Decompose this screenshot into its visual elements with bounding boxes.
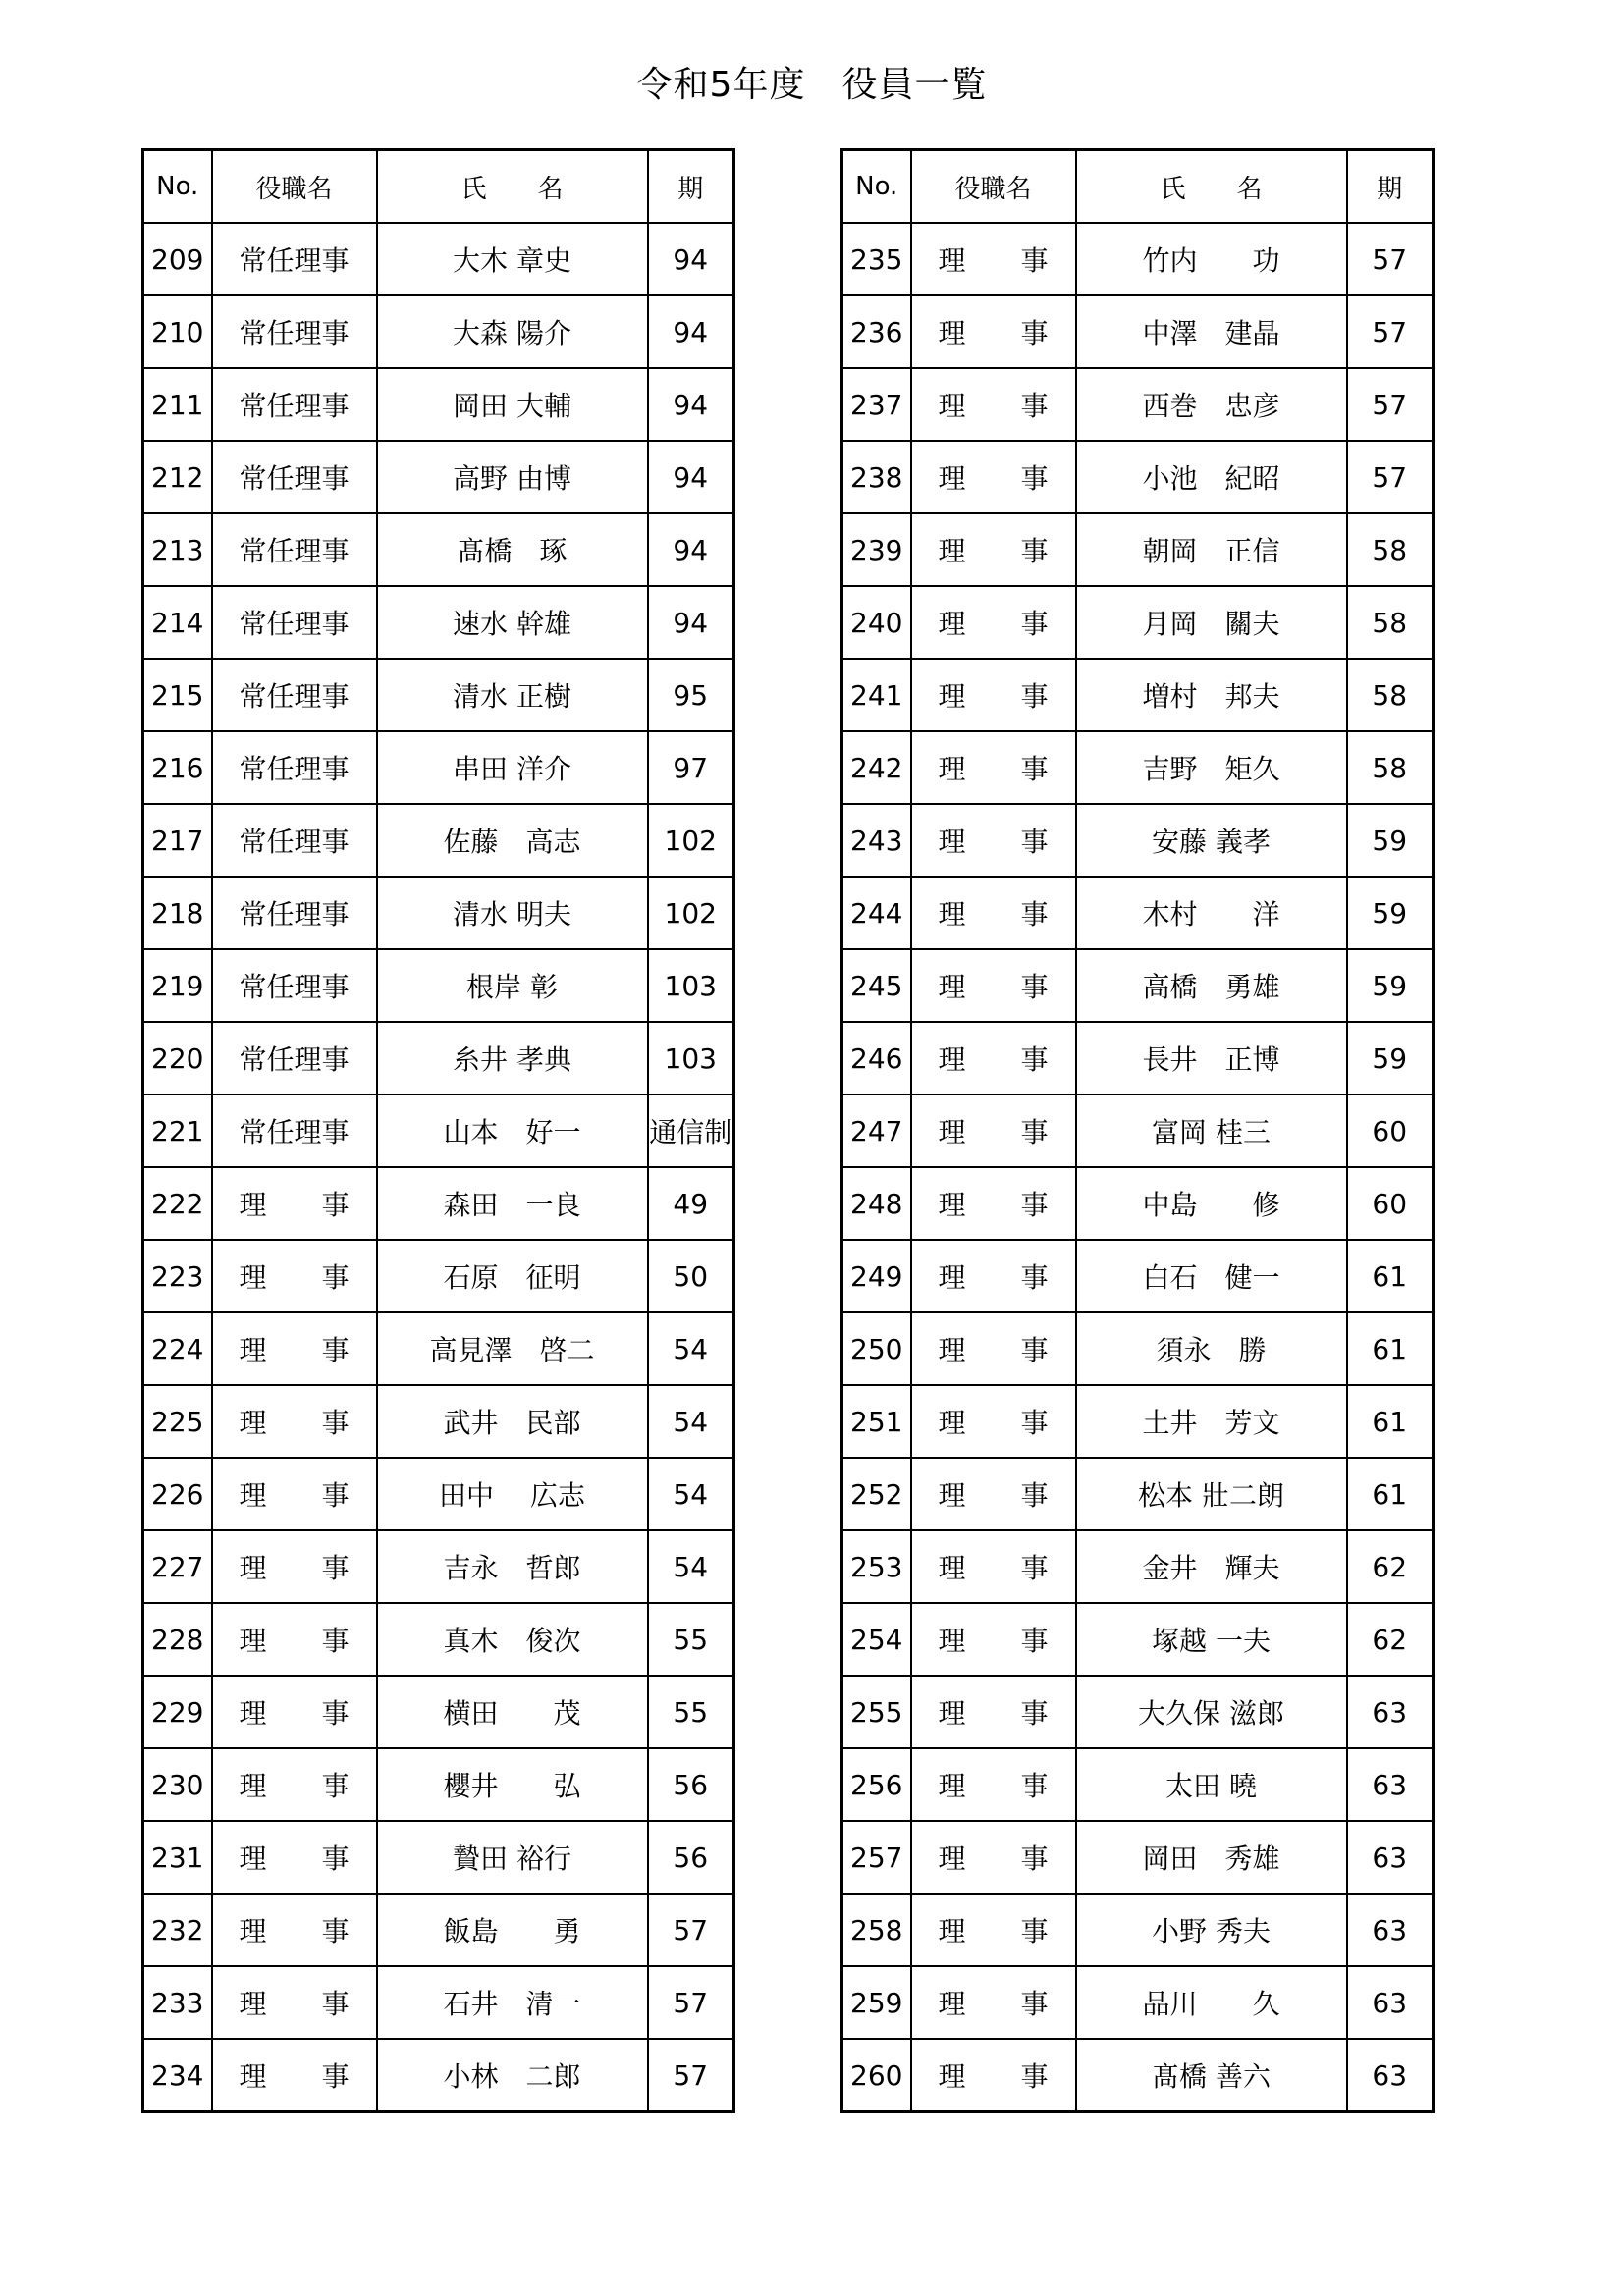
row-name: 岡田 秀雄 xyxy=(1076,1821,1347,1894)
page-title: 令和5年度 役員一覧 xyxy=(636,65,988,105)
table-row xyxy=(143,295,734,368)
row-no: 214 xyxy=(143,586,212,659)
table-row xyxy=(842,949,1434,1022)
table-row xyxy=(842,1458,1434,1530)
table-row xyxy=(143,1676,734,1748)
row-term: 50 xyxy=(648,1240,734,1312)
row-no: 221 xyxy=(143,1095,212,1167)
row-role: 理 事 xyxy=(212,1458,377,1530)
row-name: 吉永 哲郎 xyxy=(377,1530,648,1603)
table-row xyxy=(842,1748,1434,1821)
row-term: 55 xyxy=(648,1676,734,1748)
row-term: 54 xyxy=(648,1458,734,1530)
row-no: 240 xyxy=(842,586,911,659)
row-name: 白石 健一 xyxy=(1076,1240,1347,1312)
table-row xyxy=(143,513,734,586)
row-no: 215 xyxy=(143,659,212,731)
row-name: 高野 由博 xyxy=(377,441,648,513)
row-term: 通信制 xyxy=(648,1095,734,1167)
row-name: 吉野 矩久 xyxy=(1076,731,1347,804)
row-term: 49 xyxy=(648,1167,734,1240)
row-role: 常任理事 xyxy=(212,804,377,877)
row-name: 櫻井 弘 xyxy=(377,1748,648,1821)
row-term: 61 xyxy=(1347,1458,1434,1530)
row-term: 60 xyxy=(1347,1095,1434,1167)
row-name: 大森 陽介 xyxy=(377,295,648,368)
row-term: 57 xyxy=(648,1966,734,2039)
row-no: 220 xyxy=(143,1022,212,1095)
row-role: 常任理事 xyxy=(212,441,377,513)
row-term: 56 xyxy=(648,1821,734,1894)
row-role: 理 事 xyxy=(911,659,1076,731)
table-row xyxy=(842,1385,1434,1458)
row-role: 理 事 xyxy=(911,1530,1076,1603)
row-name: 根岸 彰 xyxy=(377,949,648,1022)
header-row xyxy=(143,150,734,224)
row-name: 安藤 義孝 xyxy=(1076,804,1347,877)
row-role: 常任理事 xyxy=(212,368,377,441)
row-role: 理 事 xyxy=(911,1748,1076,1821)
row-no: 209 xyxy=(143,223,212,295)
row-no: 239 xyxy=(842,513,911,586)
table-row xyxy=(842,731,1434,804)
table-row xyxy=(143,1022,734,1095)
row-name: 岡田 大輔 xyxy=(377,368,648,441)
table-row xyxy=(842,1312,1434,1385)
row-name: 糸井 孝典 xyxy=(377,1022,648,1095)
row-term: 58 xyxy=(1347,659,1434,731)
row-name: 高見澤 啓二 xyxy=(377,1312,648,1385)
row-name: 髙橋 琢 xyxy=(377,513,648,586)
header-role: 役職名 xyxy=(212,150,377,224)
row-no: 227 xyxy=(143,1530,212,1603)
row-name: 大木 章史 xyxy=(377,223,648,295)
row-term: 57 xyxy=(1347,441,1434,513)
table-row xyxy=(143,949,734,1022)
table-row xyxy=(143,1240,734,1312)
row-term: 94 xyxy=(648,368,734,441)
table-row xyxy=(842,586,1434,659)
row-no: 226 xyxy=(143,1458,212,1530)
row-term: 102 xyxy=(648,804,734,877)
row-no: 244 xyxy=(842,877,911,949)
row-name: 真木 俊次 xyxy=(377,1603,648,1676)
row-term: 57 xyxy=(1347,295,1434,368)
row-no: 211 xyxy=(143,368,212,441)
row-role: 理 事 xyxy=(212,1530,377,1603)
row-role: 理 事 xyxy=(911,804,1076,877)
row-name: 竹内 功 xyxy=(1076,223,1347,295)
table-row xyxy=(842,1530,1434,1603)
row-role: 理 事 xyxy=(911,2039,1076,2112)
row-name: 髙橋 善六 xyxy=(1076,2039,1347,2112)
row-no: 253 xyxy=(842,1530,911,1603)
row-term: 57 xyxy=(1347,368,1434,441)
row-no: 242 xyxy=(842,731,911,804)
header-no: No. xyxy=(842,150,911,224)
table-row xyxy=(842,1167,1434,1240)
row-no: 243 xyxy=(842,804,911,877)
row-name: 飯島 勇 xyxy=(377,1894,648,1966)
table-row xyxy=(842,441,1434,513)
row-name: 小野 秀夫 xyxy=(1076,1894,1347,1966)
header-role: 役職名 xyxy=(911,150,1076,224)
row-term: 63 xyxy=(1347,2039,1434,2112)
table-row xyxy=(143,1603,734,1676)
table-row xyxy=(842,1676,1434,1748)
row-no: 224 xyxy=(143,1312,212,1385)
row-no: 257 xyxy=(842,1821,911,1894)
table-row xyxy=(143,1894,734,1966)
row-term: 63 xyxy=(1347,1821,1434,1894)
row-no: 235 xyxy=(842,223,911,295)
row-term: 97 xyxy=(648,731,734,804)
row-role: 理 事 xyxy=(212,1603,377,1676)
row-role: 理 事 xyxy=(212,2039,377,2112)
row-no: 231 xyxy=(143,1821,212,1894)
row-name: 金井 輝夫 xyxy=(1076,1530,1347,1603)
table-row xyxy=(143,1966,734,2039)
table-row xyxy=(143,1458,734,1530)
row-no: 210 xyxy=(143,295,212,368)
roster-table-left xyxy=(141,148,735,2113)
header-term: 期 xyxy=(648,150,734,224)
row-role: 理 事 xyxy=(212,1385,377,1458)
row-no: 222 xyxy=(143,1167,212,1240)
row-role: 理 事 xyxy=(212,1312,377,1385)
row-name: 須永 勝 xyxy=(1076,1312,1347,1385)
table-row xyxy=(842,1894,1434,1966)
row-role: 理 事 xyxy=(911,877,1076,949)
table-row xyxy=(143,1095,734,1167)
row-role: 理 事 xyxy=(911,1240,1076,1312)
row-name: 塚越 一夫 xyxy=(1076,1603,1347,1676)
row-term: 103 xyxy=(648,949,734,1022)
row-no: 254 xyxy=(842,1603,911,1676)
row-name: 長井 正博 xyxy=(1076,1022,1347,1095)
table-row xyxy=(842,1022,1434,1095)
table-row xyxy=(143,877,734,949)
table-row xyxy=(842,804,1434,877)
row-name: 太田 曉 xyxy=(1076,1748,1347,1821)
row-term: 54 xyxy=(648,1385,734,1458)
row-name: 大久保 滋郎 xyxy=(1076,1676,1347,1748)
row-name: 横田 茂 xyxy=(377,1676,648,1748)
row-term: 62 xyxy=(1347,1603,1434,1676)
row-no: 212 xyxy=(143,441,212,513)
header-no: No. xyxy=(143,150,212,224)
row-name: 高橋 勇雄 xyxy=(1076,949,1347,1022)
row-name: 木村 洋 xyxy=(1076,877,1347,949)
table-row xyxy=(842,2039,1434,2112)
row-term: 95 xyxy=(648,659,734,731)
table-row xyxy=(143,1385,734,1458)
row-name: 石原 征明 xyxy=(377,1240,648,1312)
table-row xyxy=(143,586,734,659)
header-name: 氏 名 xyxy=(1076,150,1347,224)
row-term: 61 xyxy=(1347,1385,1434,1458)
row-term: 59 xyxy=(1347,1022,1434,1095)
row-no: 259 xyxy=(842,1966,911,2039)
row-term: 59 xyxy=(1347,804,1434,877)
row-role: 理 事 xyxy=(911,1167,1076,1240)
table-row xyxy=(143,804,734,877)
row-role: 理 事 xyxy=(911,1385,1076,1458)
row-no: 255 xyxy=(842,1676,911,1748)
table-row xyxy=(143,731,734,804)
row-no: 260 xyxy=(842,2039,911,2112)
roster-table-right xyxy=(840,148,1435,2113)
row-role: 理 事 xyxy=(212,1894,377,1966)
table-row xyxy=(842,368,1434,441)
row-role: 理 事 xyxy=(212,1966,377,2039)
row-name: 増村 邦夫 xyxy=(1076,659,1347,731)
row-term: 57 xyxy=(648,2039,734,2112)
row-no: 248 xyxy=(842,1167,911,1240)
row-term: 58 xyxy=(1347,586,1434,659)
row-no: 245 xyxy=(842,949,911,1022)
row-term: 59 xyxy=(1347,949,1434,1022)
table-row xyxy=(143,1748,734,1821)
row-term: 94 xyxy=(648,295,734,368)
row-term: 61 xyxy=(1347,1312,1434,1385)
row-term: 60 xyxy=(1347,1167,1434,1240)
row-term: 54 xyxy=(648,1312,734,1385)
row-name: 富岡 桂三 xyxy=(1076,1095,1347,1167)
table-row xyxy=(842,513,1434,586)
row-role: 理 事 xyxy=(911,368,1076,441)
table-row xyxy=(143,659,734,731)
header-term: 期 xyxy=(1347,150,1434,224)
table-row xyxy=(842,223,1434,295)
row-role: 理 事 xyxy=(911,295,1076,368)
row-role: 理 事 xyxy=(911,1095,1076,1167)
row-no: 230 xyxy=(143,1748,212,1821)
row-term: 62 xyxy=(1347,1530,1434,1603)
table-row xyxy=(143,2039,734,2112)
row-no: 249 xyxy=(842,1240,911,1312)
table-row xyxy=(143,368,734,441)
row-name: 速水 幹雄 xyxy=(377,586,648,659)
row-no: 223 xyxy=(143,1240,212,1312)
row-no: 237 xyxy=(842,368,911,441)
table-row xyxy=(143,441,734,513)
row-role: 理 事 xyxy=(911,1603,1076,1676)
row-role: 理 事 xyxy=(911,586,1076,659)
row-role: 理 事 xyxy=(212,1676,377,1748)
row-role: 理 事 xyxy=(911,1894,1076,1966)
row-no: 241 xyxy=(842,659,911,731)
row-role: 理 事 xyxy=(212,1821,377,1894)
row-term: 103 xyxy=(648,1022,734,1095)
row-name: 中島 修 xyxy=(1076,1167,1347,1240)
row-name: 石井 清一 xyxy=(377,1966,648,2039)
table-row xyxy=(842,1966,1434,2039)
row-name: 佐藤 高志 xyxy=(377,804,648,877)
row-no: 217 xyxy=(143,804,212,877)
table-row xyxy=(842,1095,1434,1167)
row-role: 常任理事 xyxy=(212,513,377,586)
row-role: 理 事 xyxy=(911,1676,1076,1748)
row-role: 理 事 xyxy=(212,1748,377,1821)
row-term: 63 xyxy=(1347,1748,1434,1821)
row-name: 松本 壯二朗 xyxy=(1076,1458,1347,1530)
row-no: 246 xyxy=(842,1022,911,1095)
table-row xyxy=(842,877,1434,949)
table-row xyxy=(143,1530,734,1603)
row-term: 55 xyxy=(648,1603,734,1676)
row-term: 102 xyxy=(648,877,734,949)
row-no: 218 xyxy=(143,877,212,949)
row-name: 月岡 關夫 xyxy=(1076,586,1347,659)
row-name: 土井 芳文 xyxy=(1076,1385,1347,1458)
row-role: 理 事 xyxy=(911,1458,1076,1530)
row-term: 58 xyxy=(1347,731,1434,804)
row-term: 54 xyxy=(648,1530,734,1603)
table-row xyxy=(143,1312,734,1385)
row-no: 250 xyxy=(842,1312,911,1385)
row-no: 256 xyxy=(842,1748,911,1821)
row-no: 234 xyxy=(143,2039,212,2112)
row-term: 59 xyxy=(1347,877,1434,949)
row-term: 94 xyxy=(648,441,734,513)
table-row xyxy=(143,1167,734,1240)
row-term: 63 xyxy=(1347,1676,1434,1748)
table-row xyxy=(842,659,1434,731)
row-term: 61 xyxy=(1347,1240,1434,1312)
row-role: 常任理事 xyxy=(212,949,377,1022)
row-no: 228 xyxy=(143,1603,212,1676)
row-term: 94 xyxy=(648,223,734,295)
row-role: 常任理事 xyxy=(212,1095,377,1167)
header-row xyxy=(842,150,1434,224)
row-role: 常任理事 xyxy=(212,659,377,731)
row-name: 武井 民部 xyxy=(377,1385,648,1458)
row-no: 238 xyxy=(842,441,911,513)
row-no: 225 xyxy=(143,1385,212,1458)
row-name: 小池 紀昭 xyxy=(1076,441,1347,513)
row-name: 森田 一良 xyxy=(377,1167,648,1240)
row-no: 213 xyxy=(143,513,212,586)
row-no: 236 xyxy=(842,295,911,368)
row-name: 中澤 建晶 xyxy=(1076,295,1347,368)
row-term: 94 xyxy=(648,586,734,659)
row-role: 理 事 xyxy=(911,441,1076,513)
row-no: 258 xyxy=(842,1894,911,1966)
row-name: 串田 洋介 xyxy=(377,731,648,804)
row-no: 247 xyxy=(842,1095,911,1167)
table-row xyxy=(143,1821,734,1894)
row-role: 理 事 xyxy=(911,223,1076,295)
row-name: 小林 二郎 xyxy=(377,2039,648,2112)
table-row xyxy=(143,223,734,295)
table-row xyxy=(842,1603,1434,1676)
row-role: 理 事 xyxy=(911,949,1076,1022)
table-row xyxy=(842,295,1434,368)
table-row xyxy=(842,1240,1434,1312)
row-term: 63 xyxy=(1347,1894,1434,1966)
row-role: 理 事 xyxy=(911,1022,1076,1095)
row-name: 山本 好一 xyxy=(377,1095,648,1167)
row-role: 理 事 xyxy=(911,1966,1076,2039)
row-name: 田中 広志 xyxy=(377,1458,648,1530)
row-no: 229 xyxy=(143,1676,212,1748)
row-role: 理 事 xyxy=(911,731,1076,804)
row-no: 252 xyxy=(842,1458,911,1530)
row-no: 216 xyxy=(143,731,212,804)
row-role: 理 事 xyxy=(212,1240,377,1312)
table-row xyxy=(842,1821,1434,1894)
row-no: 251 xyxy=(842,1385,911,1458)
row-role: 理 事 xyxy=(212,1167,377,1240)
row-no: 232 xyxy=(143,1894,212,1966)
row-name: 清水 明夫 xyxy=(377,877,648,949)
row-role: 理 事 xyxy=(911,1821,1076,1894)
row-no: 233 xyxy=(143,1966,212,2039)
row-name: 朝岡 正信 xyxy=(1076,513,1347,586)
row-role: 常任理事 xyxy=(212,1022,377,1095)
row-role: 常任理事 xyxy=(212,586,377,659)
row-term: 94 xyxy=(648,513,734,586)
row-role: 常任理事 xyxy=(212,295,377,368)
row-term: 57 xyxy=(1347,223,1434,295)
row-role: 常任理事 xyxy=(212,731,377,804)
row-role: 常任理事 xyxy=(212,223,377,295)
row-role: 常任理事 xyxy=(212,877,377,949)
row-name: 品川 久 xyxy=(1076,1966,1347,2039)
row-name: 贄田 裕行 xyxy=(377,1821,648,1894)
row-term: 58 xyxy=(1347,513,1434,586)
row-role: 理 事 xyxy=(911,1312,1076,1385)
row-name: 西巻 忠彦 xyxy=(1076,368,1347,441)
row-no: 219 xyxy=(143,949,212,1022)
row-name: 清水 正樹 xyxy=(377,659,648,731)
row-term: 63 xyxy=(1347,1966,1434,2039)
row-term: 57 xyxy=(648,1894,734,1966)
row-role: 理 事 xyxy=(911,513,1076,586)
row-term: 56 xyxy=(648,1748,734,1821)
header-name: 氏 名 xyxy=(377,150,648,224)
